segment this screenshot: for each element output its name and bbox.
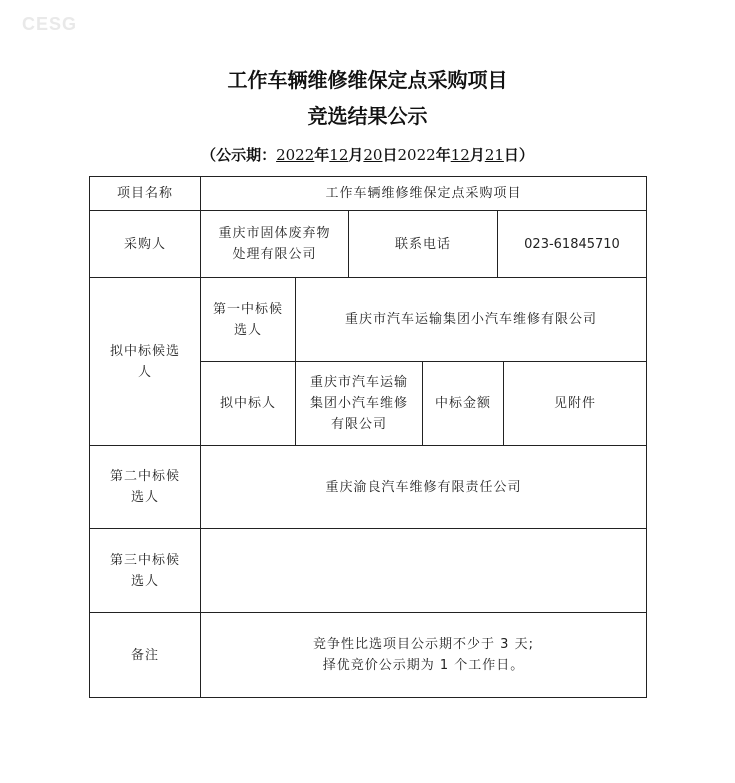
publicity-period: （公示期：2022年12月20日2022年12月21日）: [201, 146, 534, 164]
purchaser-value-line: 处理有限公司: [232, 247, 317, 262]
label-line: 人: [137, 364, 152, 380]
project-name-value: 工作车辆维修维保定点采购项目: [325, 186, 522, 201]
remarks-line: 竞争性比选项目公示期不少于 3 天;: [313, 637, 534, 652]
purchaser-label: 采购人: [123, 236, 166, 252]
label-line: 第三中标候: [109, 552, 180, 568]
remarks-value: [201, 613, 646, 697]
contact-phone-value: 023-61845710: [524, 236, 620, 252]
table-border-right: [646, 176, 647, 698]
purchaser-value-line: 重庆市固体废弃物: [218, 226, 331, 241]
purchaser-value: [201, 211, 348, 277]
remarks-line: 择优竞价公示期为 1 个工作日。: [322, 658, 525, 673]
proposed-candidate-label: [90, 278, 200, 445]
bid-amount-label: 中标金额: [434, 396, 491, 411]
label-line: 选人: [233, 322, 262, 338]
label-line: 拟中标候选: [109, 343, 180, 359]
bid-amount-value: 见附件: [553, 396, 596, 411]
table-border-bottom: [89, 697, 647, 698]
third-candidate-value: [201, 529, 646, 612]
label-line: 选人: [130, 573, 159, 589]
first-candidate-label: [201, 278, 295, 361]
remarks-label: 备注: [130, 647, 159, 663]
first-candidate-value: 重庆市汽车运输集团小汽车维修有限公司: [344, 312, 597, 327]
value-line: 集团小汽车维修: [309, 396, 408, 411]
value-line: 重庆市汽车运输: [309, 375, 408, 390]
third-candidate-label: [90, 529, 200, 612]
document-subtitle: 竞选结果公示: [307, 104, 428, 128]
watermark-logo: CESG: [22, 14, 78, 34]
contact-phone-label: 联系电话: [394, 236, 451, 252]
label-line: 第二中标候: [109, 469, 180, 484]
label-line: 第一中标候: [212, 301, 283, 317]
project-name-label: 项目名称: [116, 186, 173, 201]
label-line: 选人: [130, 490, 159, 505]
value-line: 有限公司: [330, 417, 387, 432]
second-candidate-value: 重庆渝良汽车维修有限责任公司: [325, 479, 522, 495]
document-title: 工作车辆维修维保定点采购项目: [227, 68, 508, 92]
second-candidate-label: [90, 446, 200, 528]
proposed-winner-label: 拟中标人: [219, 396, 276, 411]
proposed-winner-value: [296, 362, 422, 445]
